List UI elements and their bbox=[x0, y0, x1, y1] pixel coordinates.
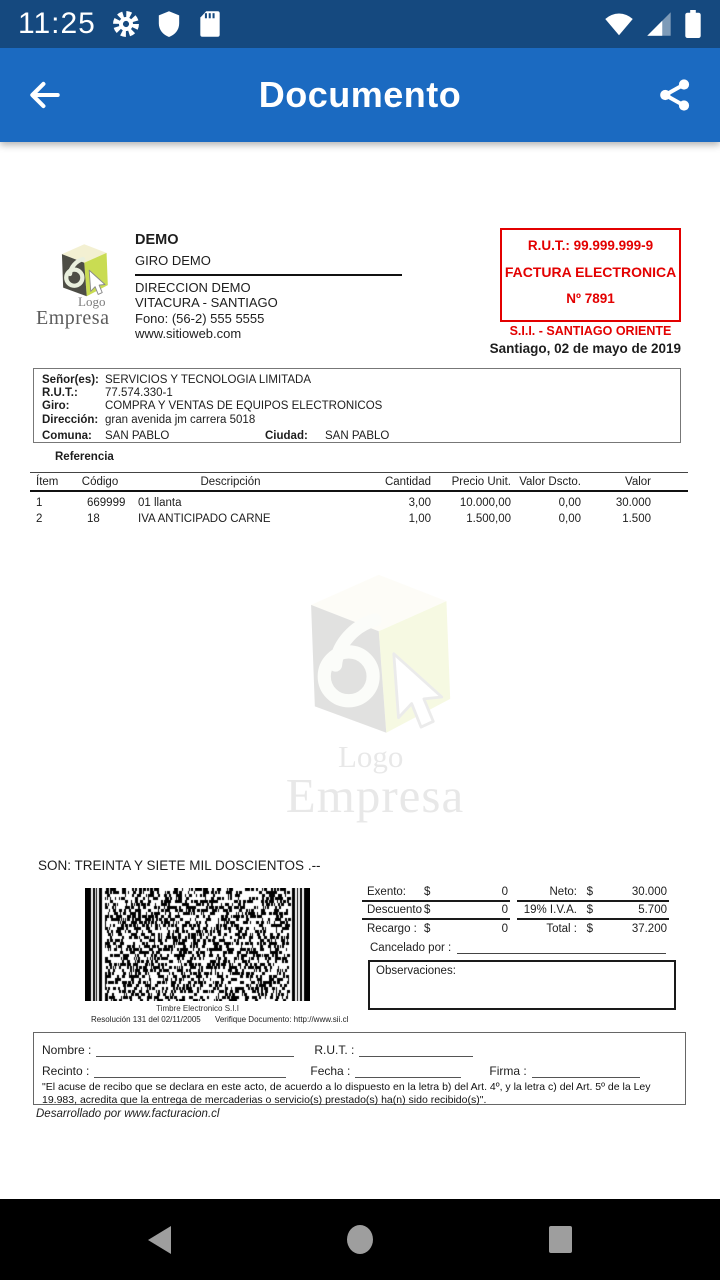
observaciones-label: Observaciones: bbox=[376, 965, 456, 977]
company-giro: GIRO DEMO bbox=[135, 253, 211, 268]
sii-office: S.I.I. - SANTIAGO ORIENTE bbox=[509, 324, 672, 338]
cancelado-row bbox=[370, 941, 666, 954]
neto-label: Neto: bbox=[549, 886, 577, 898]
table-row: 2 18 IVA ANTICIPADO CARNE 1,00 1.500,00 0,00 1.500 bbox=[36, 513, 651, 525]
company-phone: Fono: (56-2) 555 5555 bbox=[135, 310, 265, 326]
watermark-cube-icon bbox=[281, 556, 469, 744]
total-value: 37.200 bbox=[631, 923, 667, 935]
firma-blank-line bbox=[532, 1065, 640, 1078]
issue-date: Santiago, 02 de mayo de 2019 bbox=[489, 341, 681, 356]
timbre-block bbox=[85, 888, 349, 1024]
rut-label: R.U.T. : bbox=[314, 1043, 355, 1057]
shield-icon bbox=[156, 10, 182, 38]
col-codigo: Código bbox=[81, 475, 119, 488]
client-rut: 77.574.330-1 bbox=[105, 387, 173, 400]
share-button[interactable] bbox=[652, 72, 698, 118]
status-bar bbox=[0, 0, 720, 48]
total-label: Total : bbox=[546, 923, 577, 935]
recinto-blank-line bbox=[94, 1065, 286, 1078]
col-cantidad: Cantidad bbox=[384, 475, 431, 488]
fecha-label: Fecha : bbox=[310, 1064, 351, 1078]
col-item: Ítem bbox=[36, 475, 59, 488]
descuento-value: 0 bbox=[501, 904, 508, 916]
gear-icon bbox=[112, 10, 140, 38]
firma-label: Firma : bbox=[489, 1064, 527, 1078]
company-website: www.sitioweb.com bbox=[135, 325, 242, 341]
battery-icon bbox=[684, 10, 702, 38]
client-comuna: SAN PABLO bbox=[105, 429, 170, 442]
folio-number: Nº 7891 bbox=[566, 291, 615, 306]
nav-recents-icon[interactable] bbox=[549, 1226, 572, 1253]
client-giro: COMPRA Y VENTAS DE EQUIPOS ELECTRONICOS bbox=[105, 400, 383, 413]
developer-footer: Desarrollado por www.facturacion.cl bbox=[36, 1108, 220, 1120]
recargo-label: Recargo : bbox=[367, 923, 417, 935]
company-address: DIRECCION DEMO bbox=[135, 280, 251, 296]
items-table-header bbox=[30, 472, 688, 492]
client-giro-label: Giro: bbox=[42, 400, 70, 413]
back-arrow-icon bbox=[26, 76, 64, 114]
totals-left: Exento: $ 0 Descuento $ 0 Recargo : $ 0 bbox=[362, 884, 510, 938]
recargo-value: 0 bbox=[501, 923, 508, 935]
company-info bbox=[135, 232, 405, 341]
nav-home-icon[interactable] bbox=[347, 1225, 373, 1254]
back-button[interactable] bbox=[22, 72, 68, 118]
client-direccion-label: Dirección: bbox=[42, 413, 99, 426]
recinto-label: Recinto : bbox=[42, 1064, 90, 1078]
client-ciudad-label: Ciudad: bbox=[265, 429, 308, 442]
amount-in-words: SON: TREINTA Y SIETE MIL DOSCIENTOS .-- bbox=[38, 858, 321, 873]
nombre-blank-line bbox=[96, 1044, 294, 1057]
exento-value: 0 bbox=[501, 886, 508, 898]
nombre-label: Nombre : bbox=[42, 1043, 92, 1057]
timbre-resolution: Resolución 131 del 02/11/2005 Verifique Documento: http://www.sii.cl bbox=[91, 1015, 349, 1024]
doc-type: FACTURA ELECTRONICA bbox=[504, 264, 677, 280]
nav-back-icon[interactable] bbox=[148, 1226, 171, 1254]
client-senores: SERVICIOS Y TECNOLOGIA LIMITADA bbox=[105, 374, 312, 386]
referencia-label: Referencia bbox=[55, 451, 114, 463]
cancelado-blank-line bbox=[457, 941, 666, 954]
rut-box bbox=[500, 228, 681, 322]
page-title: Documento bbox=[258, 74, 462, 115]
col-descripcion: Descripción bbox=[200, 475, 261, 488]
totals-right: Neto: $ 30.000 19% I.V.A. $ 5.700 Total : $ 37.200 bbox=[517, 884, 669, 938]
divider bbox=[135, 274, 402, 276]
fecha-blank-line bbox=[355, 1065, 461, 1078]
cancelado-label: Cancelado por : bbox=[370, 942, 452, 954]
table-row: 1 669999 01 llanta 3,00 10.000,00 0,00 30.000 bbox=[36, 497, 651, 509]
col-precio: Precio Unit. bbox=[451, 475, 511, 488]
rut-blank-line bbox=[359, 1044, 473, 1057]
legal-text: "El acuse de recibo que se declara en este acto, de acuerdo a lo dispuesto en la letra b) del Art. 4º, y la letra c) del Art. 5º de la Ley 19.983, acredita que la entrega de mercaderias o servicio(s) prestado(s) ha(n) sido recibido(s)". bbox=[42, 1081, 651, 1106]
logo-caption-large: Empresa bbox=[36, 307, 110, 329]
col-dscto: Valor Dscto. bbox=[519, 475, 581, 488]
sdcard-icon bbox=[198, 10, 222, 38]
client-direccion: gran avenida jm carrera 5018 bbox=[105, 413, 256, 426]
app-bar bbox=[0, 48, 720, 142]
receipt-box bbox=[33, 1032, 686, 1105]
client-box bbox=[33, 368, 681, 443]
descuento-label: Descuento bbox=[367, 904, 422, 916]
iva-label: 19% I.V.A. bbox=[523, 904, 577, 916]
rut-number: R.U.T.: 99.999.999-9 bbox=[527, 238, 654, 253]
navigation-bar bbox=[0, 1199, 720, 1280]
company-name: DEMO bbox=[135, 232, 179, 248]
exento-label: Exento: bbox=[367, 886, 406, 898]
client-rut-label: R.U.T.: bbox=[42, 387, 78, 400]
client-comuna-label: Comuna: bbox=[42, 429, 92, 442]
document-view[interactable] bbox=[0, 142, 720, 1199]
logo-watermark bbox=[252, 556, 498, 824]
timbre-caption: Timbre Electronico S.I.I bbox=[156, 1004, 239, 1013]
logo-cube-icon bbox=[52, 238, 114, 300]
timbre-barcode bbox=[85, 888, 310, 1001]
signal-icon bbox=[646, 11, 672, 37]
col-valor: Valor bbox=[625, 475, 651, 488]
neto-value: 30.000 bbox=[631, 886, 667, 898]
client-ciudad: SAN PABLO bbox=[325, 429, 390, 442]
watermark-caption-small: Logo bbox=[338, 739, 404, 774]
company-city: VITACURA - SANTIAGO bbox=[135, 295, 278, 311]
logo-caption-small: Logo bbox=[78, 294, 106, 309]
watermark-caption-large: Empresa bbox=[285, 768, 465, 823]
iva-value: 5.700 bbox=[638, 904, 667, 916]
clock: 11:25 bbox=[18, 7, 96, 40]
company-logo bbox=[36, 238, 132, 330]
status-right-cluster bbox=[592, 10, 702, 38]
items-table bbox=[30, 472, 688, 527]
share-icon bbox=[657, 77, 693, 113]
observaciones-box bbox=[368, 960, 676, 1010]
wifi-icon bbox=[604, 11, 634, 37]
client-senores-label: Señor(es): bbox=[42, 374, 99, 386]
